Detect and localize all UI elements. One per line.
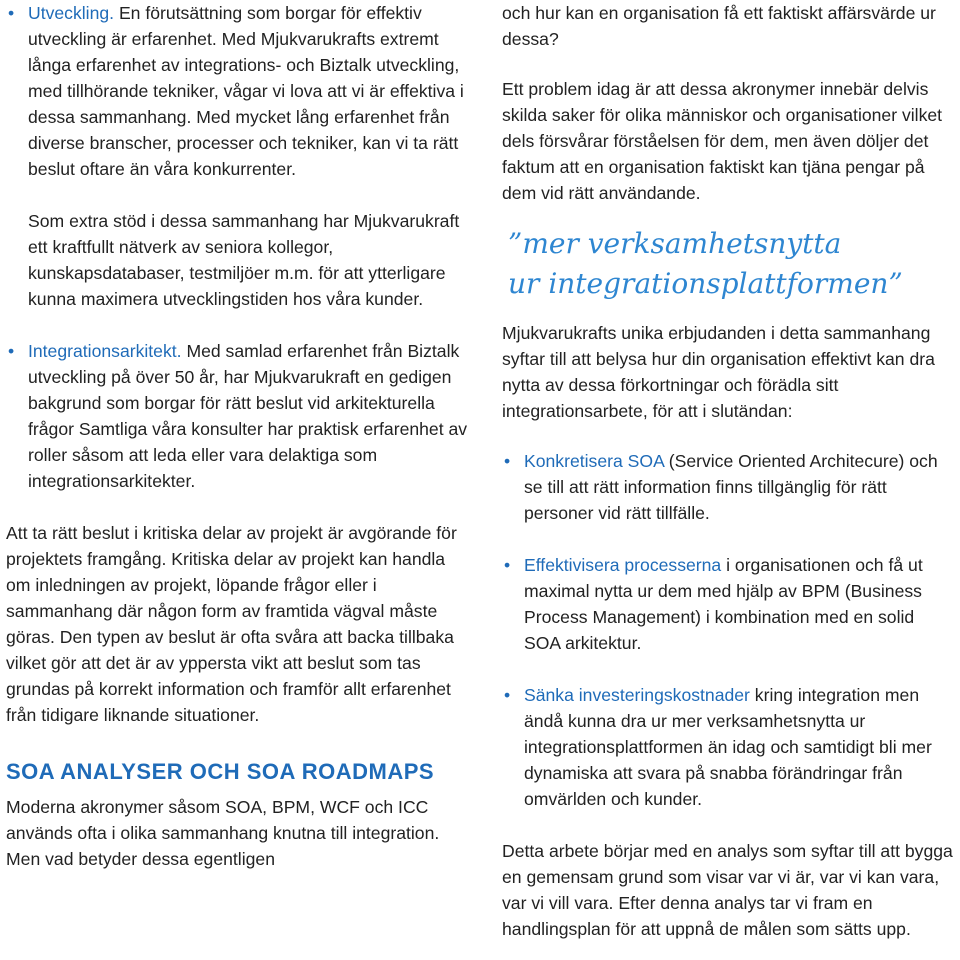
analysis-paragraph: Detta arbete börjar med en analys som syftar till att bygga en gemensam grund som visar var vi är, var vi kan vara, var vi vill vara. Efter denna analys tar vi fram en handlingsplan för att uppnå de målen som sätts upp. <box>502 841 953 939</box>
bullet-text: (Service Oriented Architecure) och se till att rätt information finns tillgänglig för rätt personer vid rätt tillfälle. <box>524 451 938 523</box>
bullet-konkretisera-soa <box>502 448 954 526</box>
continuation-paragraph: och hur kan en organisation få ett faktiskt affärsvärde ur dessa? <box>502 3 936 49</box>
right-column <box>502 0 954 942</box>
bullet-effektivisera <box>502 552 954 656</box>
left-column <box>6 0 468 872</box>
acronyms-paragraph: Moderna akronymer såsom SOA, BPM, WCF och ICC används ofta i olika sammanhang knutna till integration. Men vad betyder dessa egentligen <box>6 797 440 869</box>
problem-paragraph: Ett problem idag är att dessa akronymer innebär delvis skilda saker för olika människor och organisationer vilket dels försvårar förståelsen för dem, men även döljer det faktum att en organisation faktiskt kan tjäna pengar på dem vid rätt användande. <box>502 79 943 203</box>
bullet-sanka-kostnader <box>502 682 954 812</box>
pull-quote-text-2: ur integrationsplattformen <box>508 267 889 300</box>
left-bullet-list-2 <box>6 338 468 494</box>
section-heading: SOA ANALYSER OCH SOA ROADMAPS <box>6 759 435 784</box>
pull-quote-line-1 <box>502 224 954 264</box>
pull-quote <box>502 224 954 304</box>
bullet-lead: Utveckling. <box>28 3 115 23</box>
decision-paragraph: Att ta rätt beslut i kritiska delar av projekt är avgörande för projektets framgång. Kritiska delar av projekt kan handla om inledningen av projekt, löpande frågor eller i sammanhang där någon form av framtida vägval måste göras. Den typen av beslut är ofta svåra att backa tillbaka vilket gör att det är av yppersta vikt att beslut som tas grundas på korrekt information och framför allt erfarenhet från tidigare liknande situationer. <box>6 523 457 725</box>
close-quote-mark: ” <box>888 267 903 300</box>
bullet-lead: Integrationsarkitekt. <box>28 341 182 361</box>
offering-paragraph: Mjukvarukrafts unika erbjudanden i detta sammanhang syftar till att belysa hur din organisation effektivt kan dra nytta av dessa förkortningar och förädla sitt integrationsarbete, för att i slutändan: <box>502 323 935 421</box>
bullet-integrationsarkitekt <box>6 338 468 494</box>
bullet-utveckling <box>6 0 468 182</box>
bullet-text: i organisationen och få ut maximal nytta ur dem med hjälp av BPM (Business Process Management) i kombination med en solid SOA arkitektur. <box>524 555 923 653</box>
bullet-lead: Effektivisera processerna <box>524 555 722 575</box>
bullet-text: kring integration men ändå kunna dra ur mer verksamhetsnytta ur integrationsplattformen än idag och samtidigt bli mer dynamiska att svara på snabba förändringar från omvärlden och kunder. <box>524 685 932 809</box>
extra-support-paragraph: Som extra stöd i dessa sammanhang har Mjukvarukraft ett kraftfullt nätverk av seniora kollegor, kunskapsdatabaser, testmiljöer m.m. för att ytterligare kunna maximera utvecklingstiden hos våra kunder. <box>28 211 460 309</box>
left-bullet-list-1 <box>6 0 468 182</box>
pull-quote-text-1: mer verksamhetsnytta <box>522 227 842 260</box>
bullet-text: Med samlad erfarenhet från Biztalk utveckling på över 50 år, har Mjukvarukraft en gedigen bakgrund som borgar för rätt beslut vid arkitekturella frågor Samtliga våra konsulter har praktisk erfarenhet av roller såsom att leda eller vara delaktiga som integrationsarkitekter. <box>28 341 468 491</box>
open-quote-mark: ” <box>508 227 523 260</box>
pull-quote-line-2 <box>502 264 954 304</box>
bullet-lead: Konkretisera SOA <box>524 451 664 471</box>
right-bullet-list <box>502 448 954 812</box>
bullet-lead: Sänka investeringskostnader <box>524 685 750 705</box>
bullet-text: En förutsättning som borgar för effektiv utveckling är erfarenhet. Med Mjukvarukrafts extremt långa erfarenhet av integrations- och Biztalk utveckling, med tillhörande tekniker, vågar vi lova att vi är effektiva i dessa sammanhang. Med mycket lång erfarenhet från diverse branscher, processer och tekniker, kan vi ta rätt beslut oftare än våra konkurrenter. <box>28 3 464 179</box>
